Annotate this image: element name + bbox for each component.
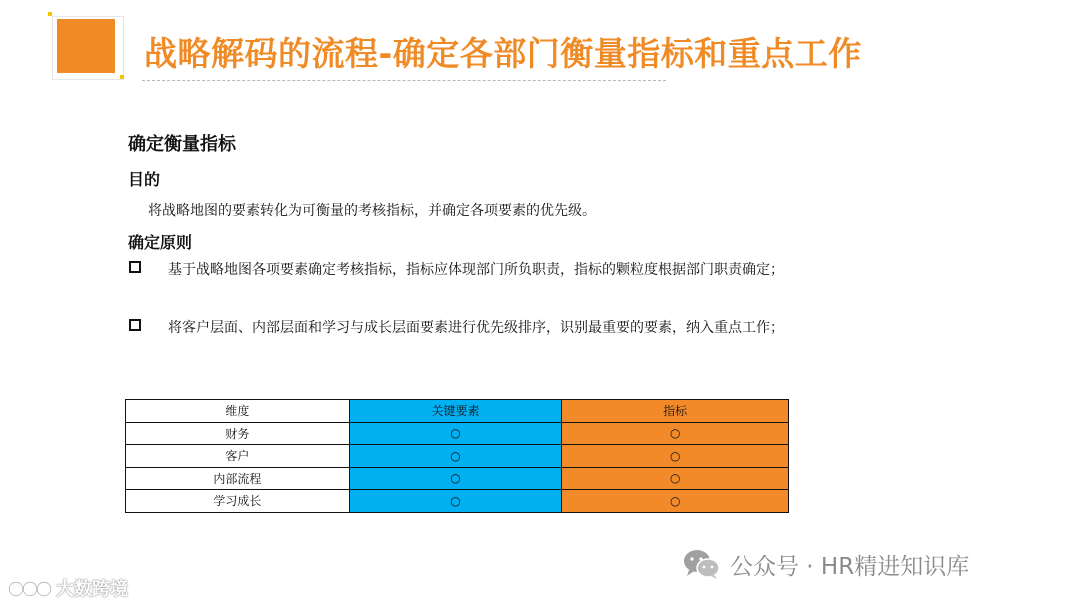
page-title: 战略解码的流程-确定各部门衡量指标和重点工作 bbox=[144, 34, 862, 73]
dimension-cell: 内部流程 bbox=[126, 467, 350, 490]
wechat-watermark-text: 公众号 · HR精进知识库 bbox=[730, 553, 970, 580]
dimension-cell: 学习成长 bbox=[126, 490, 350, 513]
table-row bbox=[126, 445, 789, 468]
indicator-mark: ○ bbox=[562, 490, 789, 513]
square-bullet-icon bbox=[129, 261, 141, 273]
title-divider bbox=[142, 80, 666, 81]
key-element-mark: ○ bbox=[349, 467, 562, 490]
header-key-elements: 关键要素 bbox=[349, 400, 562, 423]
logo-orange-square bbox=[57, 19, 115, 73]
table-header-row bbox=[126, 400, 789, 423]
key-element-mark: ○ bbox=[349, 422, 562, 445]
bullet-text: 将客户层面、内部层面和学习与成长层面要素进行优先级排序，识别最重要的要素，纳入重点工作； bbox=[168, 320, 784, 336]
metrics-table bbox=[125, 399, 789, 513]
key-element-mark: ○ bbox=[349, 445, 562, 468]
indicator-mark: ○ bbox=[562, 467, 789, 490]
logo-dot-top bbox=[48, 12, 52, 16]
header-indicators: 指标 bbox=[562, 400, 789, 423]
purpose-text: 将战略地图的要素转化为可衡量的考核指标，并确定各项要素的优先级。 bbox=[148, 203, 596, 219]
table-row bbox=[126, 490, 789, 513]
table-row bbox=[126, 422, 789, 445]
section-heading: 确定衡量指标 bbox=[128, 134, 236, 155]
wechat-icon bbox=[682, 548, 722, 580]
dimension-cell: 财务 bbox=[126, 422, 350, 445]
dimension-cell: 客户 bbox=[126, 445, 350, 468]
purpose-heading: 目的 bbox=[128, 170, 161, 189]
square-bullet-icon bbox=[129, 319, 141, 331]
logo-dot-bottom bbox=[120, 75, 124, 79]
indicator-mark: ○ bbox=[562, 445, 789, 468]
title-logo-decoration bbox=[46, 12, 126, 80]
brand-watermark-text: 大数跨境 bbox=[56, 579, 128, 600]
brand-logo-icon bbox=[8, 577, 52, 599]
brand-watermark bbox=[8, 574, 128, 602]
table-row bbox=[126, 467, 789, 490]
header-dimension: 维度 bbox=[126, 400, 350, 423]
wechat-watermark bbox=[682, 548, 969, 580]
key-element-mark: ○ bbox=[349, 490, 562, 513]
principle-heading: 确定原则 bbox=[128, 233, 193, 252]
indicator-mark: ○ bbox=[562, 422, 789, 445]
bullet-text: 基于战略地图各项要素确定考核指标，指标应体现部门所负职责，指标的颗粒度根据部门职责确定； bbox=[168, 262, 784, 278]
